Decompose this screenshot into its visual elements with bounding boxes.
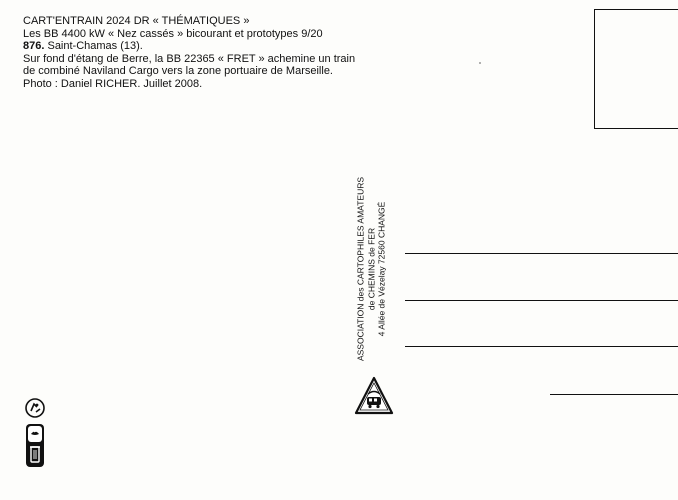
caption-number-line (23, 40, 413, 53)
caption-number: 876. (23, 40, 45, 52)
caption-block (23, 15, 413, 90)
publisher-name: ASSOCIATION des CARTOPHILES AMATEURS (355, 176, 366, 362)
address-line-2 (405, 300, 678, 301)
publisher-block (346, 164, 396, 374)
address-line-3 (405, 346, 678, 347)
caption-photo-credit: Photo : Daniel RICHER. Juillet 2008. (23, 77, 203, 90)
caption-description-2: de combiné Naviland Cargo vers la zone portuaire de Marseille. (23, 65, 333, 77)
publisher-subname: de CHEMINS de FER (365, 227, 376, 311)
stamp-box (594, 9, 678, 129)
address-line-4 (550, 394, 678, 395)
recycle-icon (25, 398, 45, 418)
address-line-1 (405, 253, 678, 254)
caption-description-1: Sur fond d'étang de Berre, la BB 22365 « FRET » achemine un train (23, 52, 356, 65)
triangle-train-logo-icon (354, 376, 394, 416)
caption-subtitle: Les BB 4400 kW « Nez cassés » bicourant et prototypes 9/20 (23, 27, 323, 40)
caption-location: Saint-Chamas (13). (44, 40, 143, 52)
sorting-bin-icon (25, 423, 45, 468)
caption-series: CART'ENTRAIN 2024 DR « THÉMATIQUES » (23, 15, 250, 27)
publisher-text (355, 164, 387, 374)
publisher-address: 4 Allée de Vézelay 72560 CHANGÉ (376, 201, 387, 337)
paper-speck (479, 62, 481, 64)
